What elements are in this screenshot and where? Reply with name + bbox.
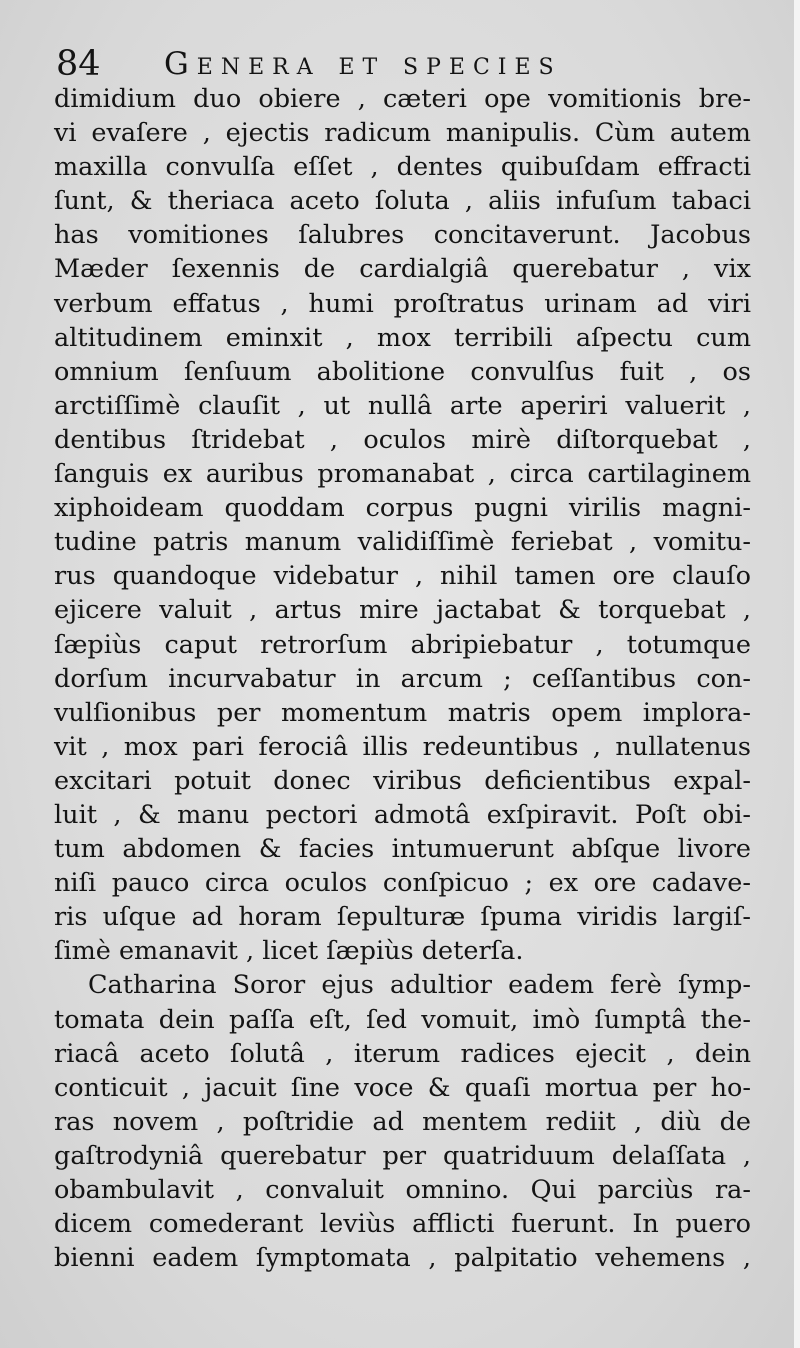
text-line: dorſum incurvabatur in arcum ; ceſſantibus con- bbox=[54, 663, 751, 694]
text-line: ſæpiùs caput retrorſum abripiebatur , totumque bbox=[54, 629, 751, 660]
text-line: has vomitiones ſalubres concitaverunt. Jacobus bbox=[54, 220, 751, 251]
text-line: dentibus ſtridebat , oculos mirè diſtorquebat , bbox=[54, 424, 751, 455]
page-header bbox=[56, 42, 746, 86]
text-line: riacâ aceto ſolutâ , iterum radices ejecit , dein bbox=[54, 1038, 751, 1069]
text-line: ras novem , poſtridie ad mentem rediit , diù de bbox=[54, 1106, 751, 1137]
paragraph-1 bbox=[54, 82, 751, 968]
body-text bbox=[54, 82, 751, 1275]
text-line: luit , & manu pectori admotâ exſpiravit. Poſt obi- bbox=[54, 799, 751, 830]
text-line: omnium ſenſuum abolitione convulſus fuit , os bbox=[54, 356, 751, 387]
text-line: ſunt, & theriaca aceto ſoluta , aliis infuſum tabaci bbox=[54, 186, 751, 217]
text-line: dimidium duo obiere , cæteri ope vomitionis bre- bbox=[54, 84, 751, 114]
text-line: tomata dein paſſa eſt, ſed vomuit, imò ſumptâ the- bbox=[54, 1004, 751, 1035]
text-line: altitudinem eminxit , mox terribili aſpectu cum bbox=[54, 322, 751, 353]
page-edge bbox=[794, 0, 800, 1348]
paragraph-2 bbox=[54, 968, 751, 1275]
text-line: niſi pauco circa oculos conſpicuo ; ex ore cadave- bbox=[54, 868, 751, 899]
text-line: ris uſque ad horam ſepulturæ ſpuma viridis largiſ- bbox=[54, 902, 751, 933]
text-line: Catharina Soror ejus adultior eadem ferè ſymp- bbox=[88, 970, 751, 1001]
text-line: conticuit , jacuit ſine voce & quaſi mortua per ho- bbox=[54, 1072, 751, 1103]
text-line: ejicere valuit , artus mire jactabat & torquebat , bbox=[54, 595, 751, 626]
text-line: gaſtrodyniâ querebatur per quatriduum delaſſata , bbox=[54, 1140, 751, 1171]
running-title: Genera et species bbox=[164, 46, 562, 82]
text-line: obambulavit , convaluit omnino. Qui parciùs ra- bbox=[54, 1175, 751, 1205]
text-line: vi evaſere , ejectis radicum manipulis. Cùm autem bbox=[54, 118, 751, 149]
text-line: arctiſſimè clauſit , ut nullâ arte aperiri valuerit , bbox=[54, 390, 751, 421]
text-line: ſanguis ex auribus promanabat , circa cartilaginem bbox=[54, 459, 751, 490]
page-number: 84 bbox=[56, 44, 101, 84]
text-line: bienni eadem ſymptomata , palpitatio vehemens , bbox=[54, 1243, 751, 1274]
text-line: maxilla convulſa eſſet , dentes quibuſdam effracti bbox=[54, 152, 751, 183]
text-line: ſimè emanavit , licet ſæpiùs deterſa. bbox=[54, 936, 524, 967]
text-line: vit , mox pari ferociâ illis redeuntibus , nullatenus bbox=[54, 731, 751, 762]
text-line: tum abdomen & facies intumuerunt abſque livore bbox=[54, 834, 751, 865]
text-line: vulſionibus per momentum matris opem implora- bbox=[54, 697, 751, 728]
text-line: verbum effatus , humi proſtratus urinam ad viri bbox=[54, 288, 751, 319]
text-line: rus quandoque videbatur , nihil tamen ore clauſo bbox=[54, 561, 751, 592]
text-line: excitari potuit donec viribus deficientibus expal- bbox=[54, 765, 751, 796]
text-line: dicem comederant leviùs afflicti fuerunt. In puero bbox=[54, 1209, 751, 1240]
text-line: Mæder ſexennis de cardialgiâ querebatur , vix bbox=[54, 254, 751, 285]
text-line: xiphoideam quoddam corpus pugni virilis magni- bbox=[54, 493, 751, 524]
text-line: tudine patris manum validiſſimè feriebat , vomitu- bbox=[54, 527, 751, 558]
